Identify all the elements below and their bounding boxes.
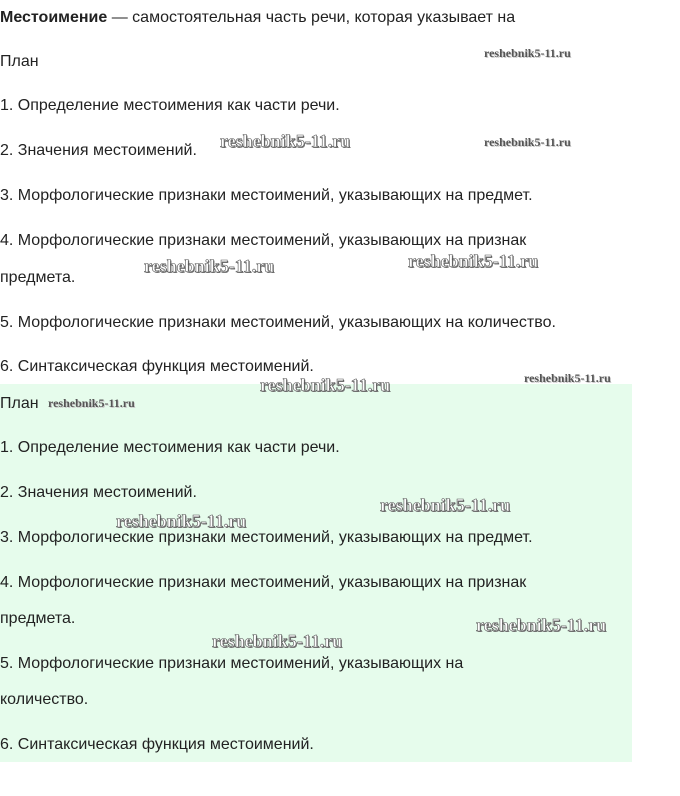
- answer-plan-item: 2. Значения местоимений.: [0, 484, 197, 501]
- plan-item: 1. Определение местоимения как части речи.: [0, 97, 340, 114]
- watermark: reshebnik5-11.ru: [380, 495, 511, 515]
- watermark: reshebnik5-11.ru: [524, 371, 611, 385]
- watermark: reshebnik5-11.ru: [476, 615, 607, 635]
- plan-heading: План: [0, 53, 39, 70]
- answer-plan-item: 3. Морфологические признаки местоимений, указывающих на предмет.: [0, 529, 533, 546]
- watermark: reshebnik5-11.ru: [408, 251, 539, 271]
- intro-term: Местоимение: [0, 9, 108, 26]
- plan-item: 3. Морфологические признаки местоимений, указывающих на предмет.: [0, 187, 533, 204]
- watermark: reshebnik5-11.ru: [260, 375, 391, 395]
- plan-item: 5. Морфологические признаки местоимений, указывающих на количество.: [0, 314, 556, 331]
- plan-item-continuation: предмета.: [0, 269, 76, 286]
- answer-plan-item: 1. Определение местоимения как части речи.: [0, 439, 340, 456]
- watermark: reshebnik5-11.ru: [484, 46, 571, 60]
- intro-rest: — самостоятельная часть речи, которая указывает на: [107, 9, 516, 26]
- answer-plan-item: 4. Морфологические признаки местоимений, указывающих на признак: [0, 574, 527, 591]
- answer-plan-item: 5. Морфологические признаки местоимений, указывающих на: [0, 655, 464, 672]
- plan-item: 4. Морфологические признаки местоимений, указывающих на признак: [0, 232, 527, 249]
- answer-plan-item-continuation: количество.: [0, 691, 89, 708]
- answer-plan-item: 6. Синтаксическая функция местоимений.: [0, 736, 314, 753]
- answer-plan-item-continuation: предмета.: [0, 610, 76, 627]
- watermark: reshebnik5-11.ru: [212, 631, 343, 651]
- plan-item: 2. Значения местоимений.: [0, 142, 197, 159]
- watermark: reshebnik5-11.ru: [484, 135, 571, 149]
- plan-item: 6. Синтаксическая функция местоимений.: [0, 358, 314, 375]
- watermark: reshebnik5-11.ru: [144, 256, 275, 276]
- watermark: reshebnik5-11.ru: [220, 131, 351, 151]
- watermark: reshebnik5-11.ru: [116, 511, 247, 531]
- intro-definition: [0, 8, 515, 28]
- answer-plan-heading: План: [0, 395, 39, 412]
- watermark: reshebnik5-11.ru: [48, 396, 135, 410]
